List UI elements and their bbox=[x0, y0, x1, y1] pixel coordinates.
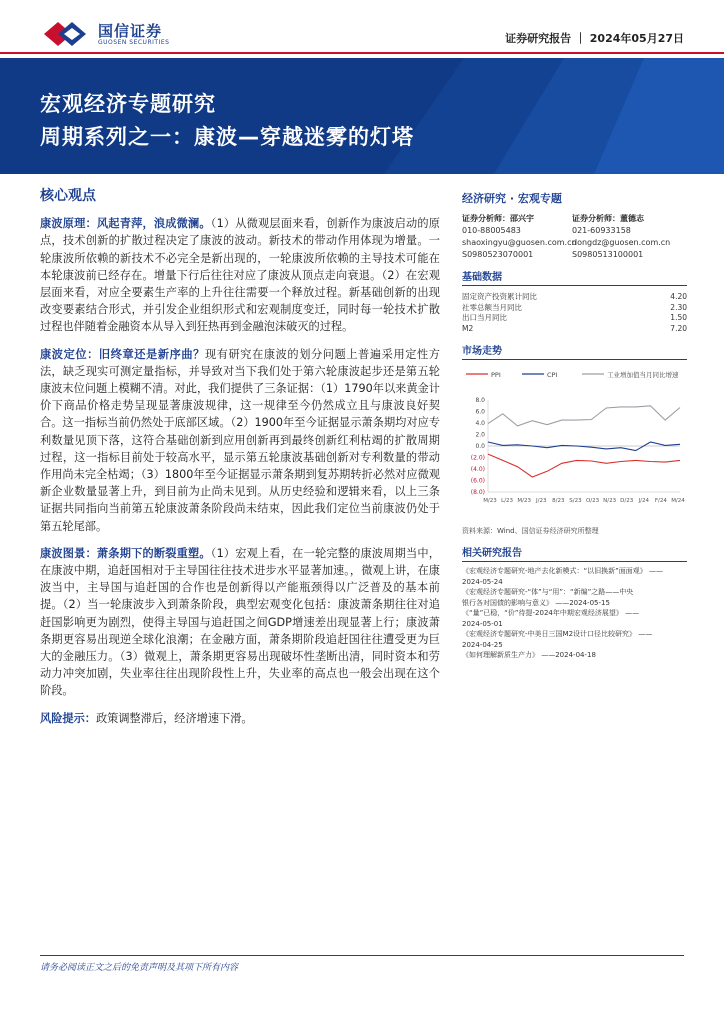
related-reports-list bbox=[462, 566, 687, 661]
series-line-3 bbox=[488, 406, 680, 426]
analyst-phone: 021-60933158 bbox=[572, 226, 631, 235]
x-tick-label: J/23 bbox=[536, 498, 547, 504]
analyst-cert: S0980523070001 bbox=[462, 250, 534, 259]
banner-decoration bbox=[344, 58, 724, 174]
paragraph-lead: 风险提示： bbox=[40, 711, 96, 725]
related-report-line[interactable]: 《宏观经济专题研究-中美日三国M2设计口径比较研究》 —— bbox=[462, 630, 653, 638]
metric-value: 7.20 bbox=[670, 323, 687, 333]
report-title: 周期系列之一：康波—穿越迷雾的灯塔 bbox=[40, 125, 414, 149]
related-report-line[interactable]: 银行各对国债的影响与意义》 ——2024-05-15 bbox=[462, 598, 610, 607]
analyst-email: shaoxingyu@guosen.com.cn bbox=[462, 238, 577, 247]
y-tick-label: 0.0 bbox=[475, 443, 485, 450]
legend-label: 工业增加值当月同比增速 bbox=[607, 371, 679, 379]
guosen-logo-icon bbox=[44, 20, 92, 48]
brand-logo bbox=[44, 20, 169, 48]
related-report-line[interactable]: 《如何理解新质生产力》 ——2024-04-18 bbox=[462, 651, 596, 659]
paragraph-text: （1）从微观层面来看，创新作为康波启动的原点，技术创新的扩散过程决定了康波的波动。新技术的带动作用体现为增量。一轮康波所依赖的新技术不必完全是新出现的，一轮康波所依赖的主导技术可能在本轮康波前已经存在。增量下行后往往对应了康波从顶点走向衰退。（2）在宏观层面来看，对应全要素生产率的上升往往需要一个释放过程。新基础创新的出现改变要素结合形式，并引发企业组织形式和宏观制度变迁，同时每一轮技术扩散过程也伴随着金融资本从导入到狂热再到金融泡沫破灭的过程。 bbox=[40, 217, 440, 334]
paragraph-text: 政策调整滞后，经济增速下滑。 bbox=[95, 711, 253, 725]
paragraph-outlook bbox=[40, 545, 440, 700]
title-banner bbox=[0, 58, 724, 174]
market-trend-title: 市场走势 bbox=[462, 342, 687, 360]
analyst-info bbox=[462, 214, 687, 260]
analyst-name: 证券分析师：董德志 bbox=[572, 214, 644, 223]
metric-value: 1.50 bbox=[670, 313, 687, 322]
related-report-line[interactable]: 《宏观经济专题研究-地产去化新模式：“以旧换新”面面观》 —— bbox=[462, 567, 664, 575]
report-category: 经济研究 · 宏观专题 bbox=[462, 192, 562, 205]
analyst-email: dongdz@guosen.com.cn bbox=[572, 238, 671, 247]
header-divider bbox=[0, 52, 724, 54]
y-tick-label: (8.0) bbox=[470, 489, 485, 496]
report-series-title: 宏观经济专题研究 bbox=[40, 92, 216, 116]
related-report-line: 2024-05-01 bbox=[462, 619, 503, 628]
metric-row bbox=[462, 324, 687, 335]
x-tick-label: M/24 bbox=[671, 498, 685, 504]
paragraph-principle bbox=[40, 215, 440, 335]
report-meta: 证券研究报告 ｜ 2024年05月27日 bbox=[505, 32, 684, 45]
core-views-title: 核心观点 bbox=[40, 188, 96, 204]
sidebar bbox=[462, 190, 687, 661]
x-tick-label: S/23 bbox=[569, 498, 582, 504]
series-line-1 bbox=[488, 454, 680, 477]
legend-label: PPI bbox=[491, 371, 501, 379]
brand-name-en: GUOSEN SECURITIES bbox=[98, 38, 170, 46]
related-report-line: 2024-04-25 bbox=[462, 640, 503, 649]
metric-row bbox=[462, 313, 687, 324]
metric-label: 出口当月同比 bbox=[462, 313, 507, 322]
analyst-phone: 010-88005483 bbox=[462, 226, 521, 235]
paragraph-text: 现有研究在康波的划分问题上普遍采用定性方法，缺乏现实可测定量指标，并导致对当下我们处于第六轮康波起步还是第五轮康波末位问题上模糊不清。对此，我们提供了三条证据：（1）1790年以来黄金计价下商品价格走势呈现显著康波规律，这一规律至今仍然成立且与康波良好契合。这一指标当前仍然处于底部区域。（2）1900年至今证据显示萧条期均对应专利数量见顶下落，这符合基础创新到应用创新再到最终创新红利枯竭的扩散周期过程，这一指标目前处于较高水平，显示第五轮康波基础创新对专利数量的带动作用尚未完全枯竭；（3）1800年至今证据显示萧条期到复苏期转折必然对应微观新企业数量显著上升，到目前为止尚未见到。从历史经验和逻辑来看，以上三条证据共同指向当前第五轮康波萧条阶段尚未结束，因此我们定位当前康波仍处于第五轮尾部。 bbox=[40, 347, 440, 533]
related-report-line[interactable]: 《宏观经济专题研究-“体”与“用”：“新编”之路——中央 bbox=[462, 588, 634, 596]
y-tick-label: 6.0 bbox=[475, 408, 485, 416]
metric-value: 2.30 bbox=[670, 302, 687, 312]
chart-source: 资料来源：Wind、国信证券经济研究所整理 bbox=[462, 527, 599, 535]
paragraph-lead: 康波图景：萧条期下的断裂重塑。 bbox=[40, 546, 211, 560]
y-tick-label: 2.0 bbox=[475, 431, 485, 439]
paragraph-lead: 康波定位：旧终章还是新序曲？ bbox=[40, 347, 205, 361]
y-tick-label: 8.0 bbox=[475, 397, 485, 404]
metric-value: 4.20 bbox=[670, 292, 687, 301]
basic-data-table bbox=[462, 292, 687, 334]
series-line-2 bbox=[488, 442, 680, 451]
related-report-line: 2024-05-24 bbox=[462, 577, 503, 586]
metric-label: M2 bbox=[462, 323, 474, 333]
legend-label: CPI bbox=[547, 371, 558, 379]
paragraph-text: （1）宏观上看，在一轮完整的康波周期当中，在康波中期，追赶国相对于主导国往往技术进步水平显著加速。，微观上讲，在康波当中，主导国与追赶国的合作也是创新得以产能瓶颈得以广泛普及的基本前提。（2）当一轮康波步入到萧条阶段，典型宏观变化包括：康波萧条期往往对追赶国影响更为剧烈，使得主导国与追赶国之间GDP增速差出现显著上行；康波萧条期更容易出现逆全球化浪潮；在金融方面，萧条期阶段追赶国往往遭受更为巨大的金融压力。（3）微观上，萧条期更容易出现破坏性垄断出清，同时资本和劳动力冲突加剧，失业率往往出现阶段性上升，失业率的高点也一般会出现在这个阶段。 bbox=[40, 546, 440, 698]
y-tick-label: (6.0) bbox=[470, 477, 485, 485]
y-tick-label: (4.0) bbox=[470, 466, 485, 473]
basic-data-title: 基础数据 bbox=[462, 268, 687, 286]
footer-disclaimer: 请务必阅读正文之后的免责声明及其项下所有内容 bbox=[40, 963, 239, 973]
footer-divider bbox=[40, 955, 684, 956]
related-reports-title: 相关研究报告 bbox=[462, 544, 687, 562]
metric-label: 固定资产投资累计同比 bbox=[462, 292, 537, 301]
analyst-name: 证券分析师：邵兴宇 bbox=[462, 214, 534, 223]
market-trend-svg bbox=[462, 364, 687, 524]
x-tick-label: M/23 bbox=[483, 498, 497, 504]
y-tick-label: (2.0) bbox=[470, 454, 485, 462]
metric-row bbox=[462, 292, 687, 303]
y-tick-label: 4.0 bbox=[475, 420, 485, 427]
paragraph-risk bbox=[40, 710, 440, 727]
x-tick-label: N/23 bbox=[603, 498, 617, 504]
analyst-cert: S0980513100001 bbox=[572, 250, 644, 259]
x-tick-label: O/23 bbox=[585, 498, 600, 504]
brand-name-cn: 国信证券 bbox=[98, 21, 163, 40]
x-tick-label: 8/23 bbox=[552, 498, 565, 504]
paragraph-lead: 康波原理：风起青萍，浪成微澜。 bbox=[40, 217, 211, 231]
metric-row bbox=[462, 303, 687, 314]
market-trend-chart bbox=[462, 364, 687, 524]
x-tick-label: D/23 bbox=[620, 498, 634, 504]
related-report-line[interactable]: 《“量”已稳，“价”待提-2024年中期宏观经济展望》 —— bbox=[462, 609, 640, 617]
core-views bbox=[40, 188, 440, 737]
x-tick-label: J/24 bbox=[638, 498, 650, 504]
x-tick-label: L/23 bbox=[501, 498, 514, 504]
paragraph-position bbox=[40, 346, 440, 535]
x-tick-label: F/24 bbox=[654, 498, 667, 504]
metric-label: 社零总额当月同比 bbox=[462, 302, 522, 312]
x-tick-label: M/23 bbox=[517, 498, 531, 504]
